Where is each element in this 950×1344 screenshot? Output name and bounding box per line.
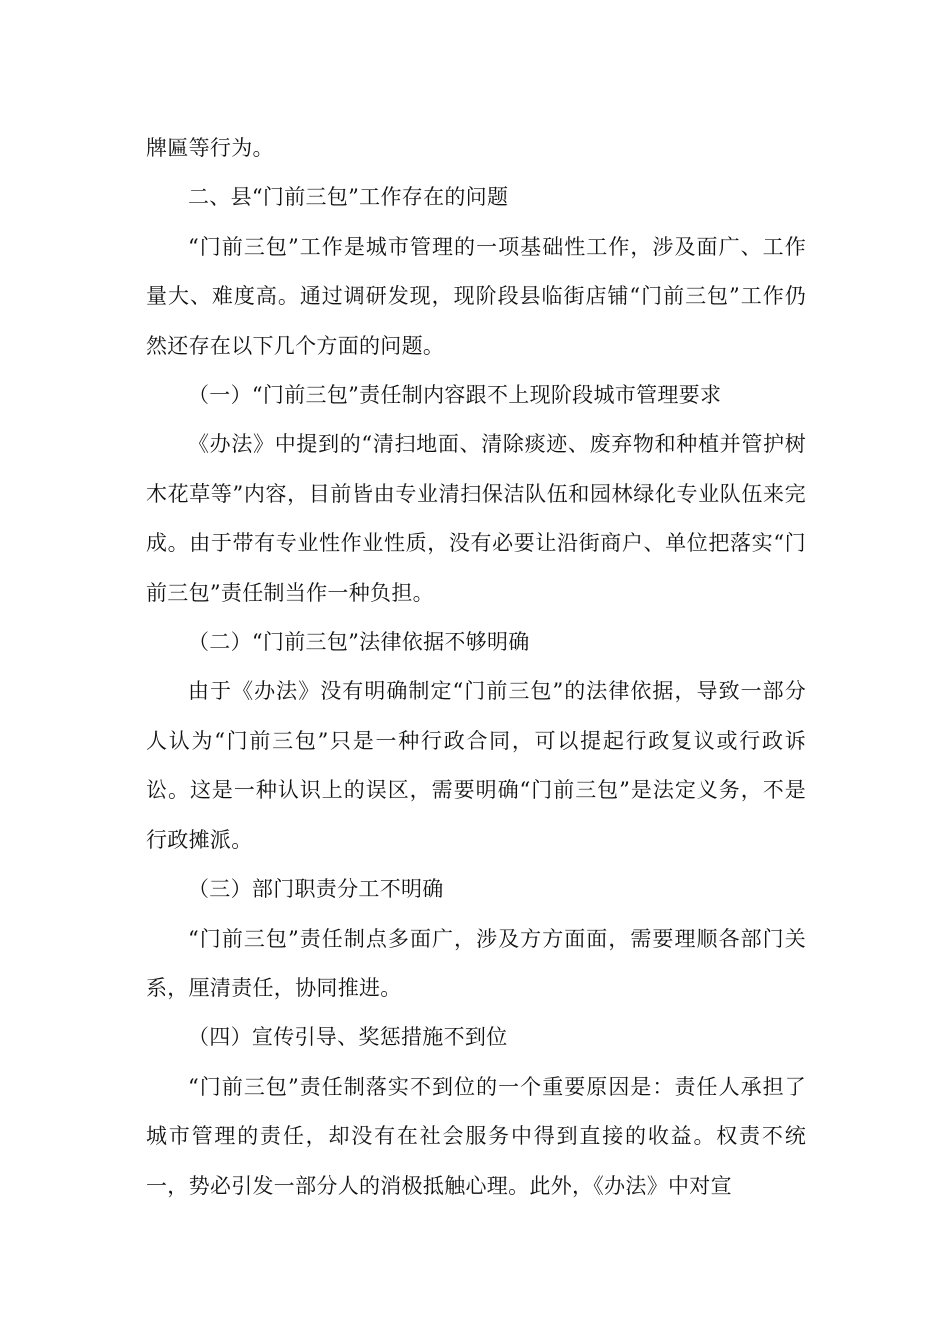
paragraph-3: “门前三包”责任制点多面广，涉及方方面面，需要理顺各部门关系，厘清责任，协同推进。 (146, 926, 806, 1000)
paragraph-continuation: 牌匾等行为。 (146, 136, 274, 160)
subheading-1: （一）“门前三包”责任制内容跟不上现阶段城市管理要求 (188, 383, 722, 408)
paragraph-2: 由于《办法》没有明确制定“门前三包”的法律依据，导致一部分人认为“门前三包”只是一种行政合同，可以提起行政复议或行政诉讼。这是一种认识上的误区，需要明确“门前三包”是法定义务，不是行政摊派。 (146, 679, 806, 852)
section-heading-problems: 二、县“门前三包”工作存在的问题 (188, 185, 509, 210)
subheading-4: （四）宣传引导、奖惩措施不到位 (188, 1025, 508, 1050)
subheading-3: （三）部门职责分工不明确 (188, 877, 444, 902)
subheading-2: （二）“门前三包”法律依据不够明确 (188, 630, 530, 655)
paragraph-intro: “门前三包”工作是城市管理的一项基础性工作，涉及面广、工作量大、难度高。通过调研发现，现阶段县临街店铺“门前三包”工作仍然还存在以下几个方面的问题。 (146, 234, 806, 358)
document-body (146, 124, 806, 1211)
paragraph-1: 《办法》中提到的“清扫地面、清除痰迹、废弃物和种植并管护树木花草等”内容，目前皆由专业清扫保洁队伍和园林绿化专业队伍来完成。由于带有专业性作业性质，没有必要让沿街商户、单位把落实“门前三包”责任制当作一种负担。 (146, 432, 806, 605)
paragraph-4: “门前三包”责任制落实不到位的一个重要原因是：责任人承担了城市管理的责任，却没有在社会服务中得到直接的收益。权责不统一，势必引发一部分人的消极抵触心理。此外，《办法》中对宣 (146, 1074, 806, 1198)
